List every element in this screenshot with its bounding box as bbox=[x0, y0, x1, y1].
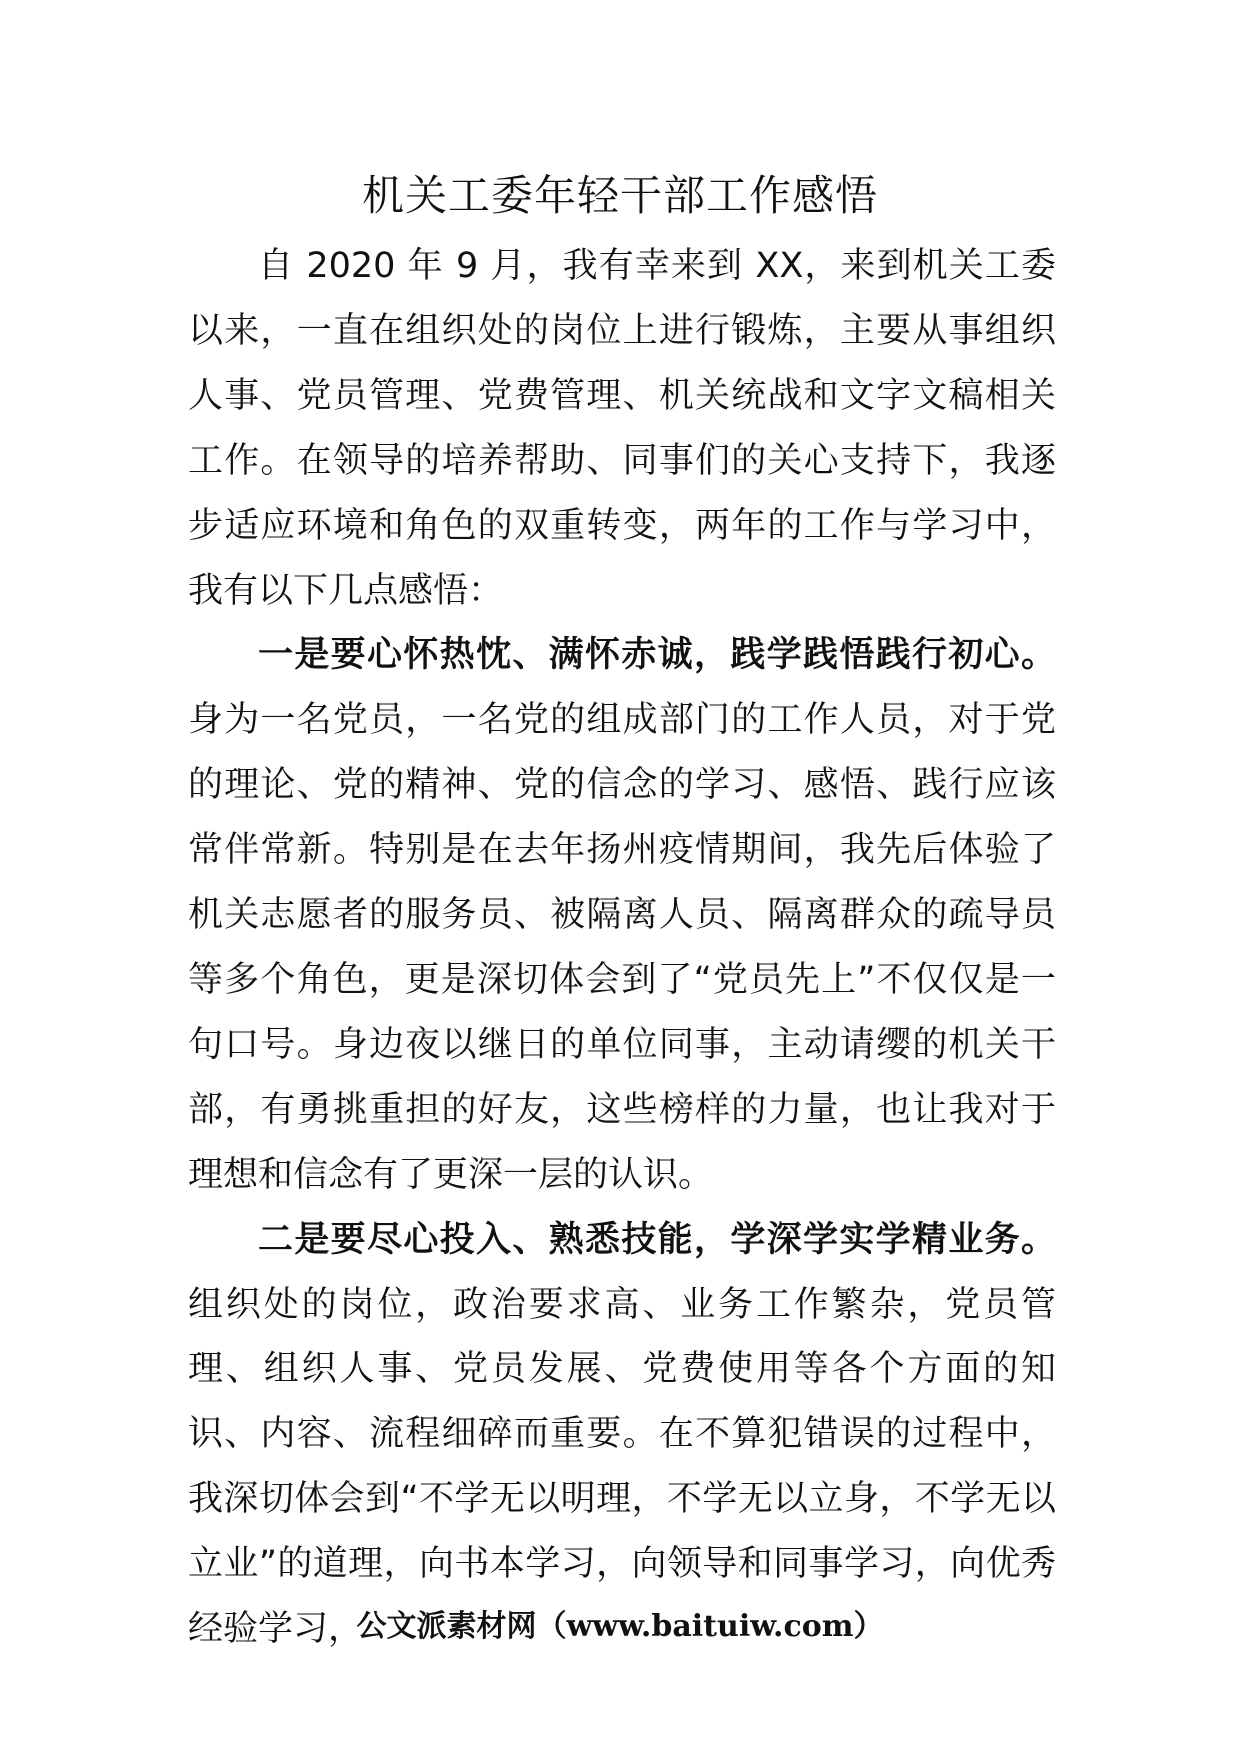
paragraph-point-one-text: 身为一名党员，一名党的组成部门的工作人员，对于党的理论、党的精神、党的信念的学习、感悟、践行应该常伴常新。特别是在去年扬州疫情期间，我先后体验了机关志愿者的服务员、被隔离人员、隔离群众的疏导员等多个角色，更是深切体会到了“党员先上”不仅仅是一句口号。身边夜以继日的单位同事，主动请缨的机关干部，有勇挑重担的好友，这些榜样的力量，也让我对于理想和信念有了更深一层的认识。 bbox=[188, 700, 1056, 1195]
page-footer: 公文派素材网（www.baituiw.com） bbox=[356, 1609, 884, 1644]
paragraph-point-two bbox=[188, 1208, 1056, 1662]
paragraph-point-one bbox=[188, 623, 1056, 1207]
document-body bbox=[188, 234, 1056, 1662]
paragraph-intro bbox=[188, 234, 1056, 623]
paragraph-point-two-lead: 二是要尽心投入、熟悉技能，学深学实学精业务。 bbox=[258, 1219, 1056, 1260]
paragraph-point-two-text: 组织处的岗位，政治要求高、业务工作繁杂，党员管理、组织人事、党员发展、党费使用等各个方面的知识、内容、流程细碎而重要。在不算犯错误的过程中，我深切体会到“不学无以明理，不学无以立身，不学无以立业”的道理，向书本学习，向领导和同事学习，向优秀经验学习， bbox=[188, 1284, 1056, 1650]
document-title: 机关工委年轻干部工作感悟 bbox=[361, 171, 878, 220]
paragraph-point-one-lead: 一是要心怀热忱、满怀赤诚，践学践悟践行初心。 bbox=[258, 635, 1056, 676]
paragraph-intro-text: 自 2020 年 9 月，我有幸来到 XX，来到机关工委以来，一直在组织处的岗位上进行锻炼，主要从事组织人事、党员管理、党费管理、机关统战和文字文稿相关工作。在领导的培养帮助、同事们的关心支持下，我逐步适应环境和角色的双重转变，两年的工作与学习中，我有以下几点感悟： bbox=[188, 246, 1056, 611]
